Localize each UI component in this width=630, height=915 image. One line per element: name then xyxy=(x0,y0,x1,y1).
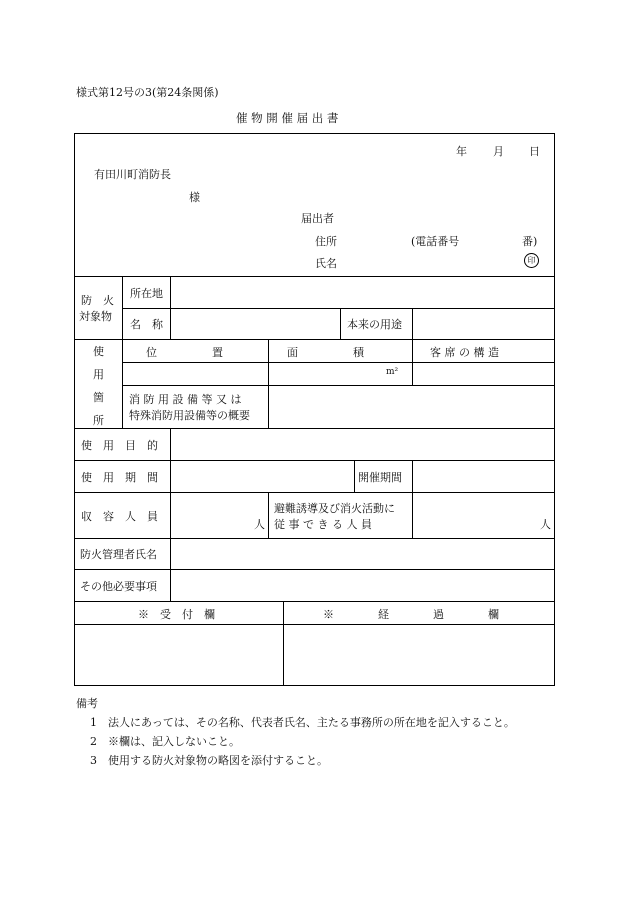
area-unit: m² xyxy=(386,367,399,377)
col-line-left xyxy=(122,276,123,428)
progress-header: ※ 経 過 欄 xyxy=(323,608,499,621)
col-line-position-area xyxy=(268,339,269,428)
equipment-label-line1: 消 防 用 設 備 等 又 は xyxy=(129,393,242,406)
position-header: 位 置 xyxy=(146,346,223,359)
col-line-capacity-evac xyxy=(268,492,269,538)
divider-purpose xyxy=(74,460,555,461)
purpose-label: 使 用 目 的 xyxy=(81,439,158,452)
divider-reception-header xyxy=(74,624,555,625)
fire-object-label-2: 対象物 xyxy=(79,310,112,323)
equipment-label-line2: 特殊消防用設備等の概要 xyxy=(129,409,250,422)
seat-structure-header: 客 席 の 構 造 xyxy=(430,346,499,359)
fire-object-label-1: 防 火 xyxy=(81,294,114,307)
note-text: 法人にあっては、その名称、代表者氏名、主たる事務所の所在地を記入すること。 xyxy=(108,716,515,729)
capacity-unit: 人 xyxy=(254,518,265,531)
use-place-char-1: 使 xyxy=(93,345,104,358)
date-year: 年 xyxy=(456,145,467,158)
divider-period xyxy=(74,492,555,493)
note-number: 1 xyxy=(90,716,97,729)
col-line-fire-object-value xyxy=(170,276,171,339)
divider-use-place xyxy=(74,428,555,429)
honorific: 様 xyxy=(189,191,200,204)
area-header: 面 積 xyxy=(287,346,364,359)
col-line-evac-value xyxy=(412,492,413,538)
event-period-label: 開催期間 xyxy=(358,471,402,484)
date-day: 日 xyxy=(529,145,540,158)
note-number: 3 xyxy=(90,754,97,767)
period-label: 使 用 期 間 xyxy=(81,471,158,484)
divider-other xyxy=(74,601,555,602)
divider-fire-object xyxy=(74,339,555,340)
col-line-event-period-a xyxy=(354,460,355,492)
date-month: 月 xyxy=(493,145,504,158)
capacity-label: 収 容 人 員 xyxy=(81,510,158,523)
other-matters-label: その他必要事項 xyxy=(80,580,157,593)
note-text: ※欄は、記入しないこと。 xyxy=(108,735,240,748)
location-label: 所在地 xyxy=(130,287,163,300)
divider-use-header xyxy=(122,362,555,363)
name-label: 氏名 xyxy=(315,257,337,270)
address-label: 住所 xyxy=(315,235,337,248)
col-line-original-use xyxy=(412,308,413,339)
phone-end: 番) xyxy=(522,235,538,248)
addressee: 有田川町消防長 xyxy=(94,168,171,181)
note-item xyxy=(90,714,515,730)
evac-label-line2: 従 事 で き る 人 員 xyxy=(274,518,372,531)
divider-capacity xyxy=(74,538,555,539)
col-line-label-value xyxy=(170,428,171,538)
document-title: 催 物 開 催 届 出 書 xyxy=(236,111,339,125)
use-place-char-2: 用 xyxy=(93,368,104,381)
evac-unit: 人 xyxy=(540,518,551,531)
notifier-label: 届出者 xyxy=(301,212,334,225)
phone-label: (電話番号 xyxy=(411,235,460,248)
col-line-area-seat xyxy=(412,339,413,385)
use-place-char-4: 所 xyxy=(93,414,104,427)
divider-manager xyxy=(74,569,555,570)
col-line-event-period-b xyxy=(412,460,413,492)
note-item xyxy=(90,752,328,768)
divider-top-block xyxy=(74,276,555,277)
note-number: 2 xyxy=(90,735,97,748)
note-text: 使用する防火対象物の略図を添付すること。 xyxy=(108,754,328,767)
notes-title: 備考 xyxy=(76,697,98,710)
col-line-manager-other xyxy=(170,538,171,601)
divider-location xyxy=(122,308,555,309)
form-number: 様式第12号の3(第24条関係) xyxy=(76,86,219,99)
object-name-label: 名 称 xyxy=(130,318,163,331)
col-line-reception-progress xyxy=(283,601,284,686)
col-line-name-split xyxy=(340,308,341,339)
divider-use-values xyxy=(122,385,555,386)
original-use-label: 本来の用途 xyxy=(347,318,402,331)
seal-mark-icon: 印 xyxy=(524,253,539,268)
use-place-char-3: 箇 xyxy=(93,391,104,404)
evac-label-line1: 避難誘導及び消火活動に xyxy=(274,502,395,515)
note-item xyxy=(90,733,240,749)
fire-manager-label: 防火管理者氏名 xyxy=(80,548,157,561)
reception-header: ※ 受 付 欄 xyxy=(138,608,215,621)
